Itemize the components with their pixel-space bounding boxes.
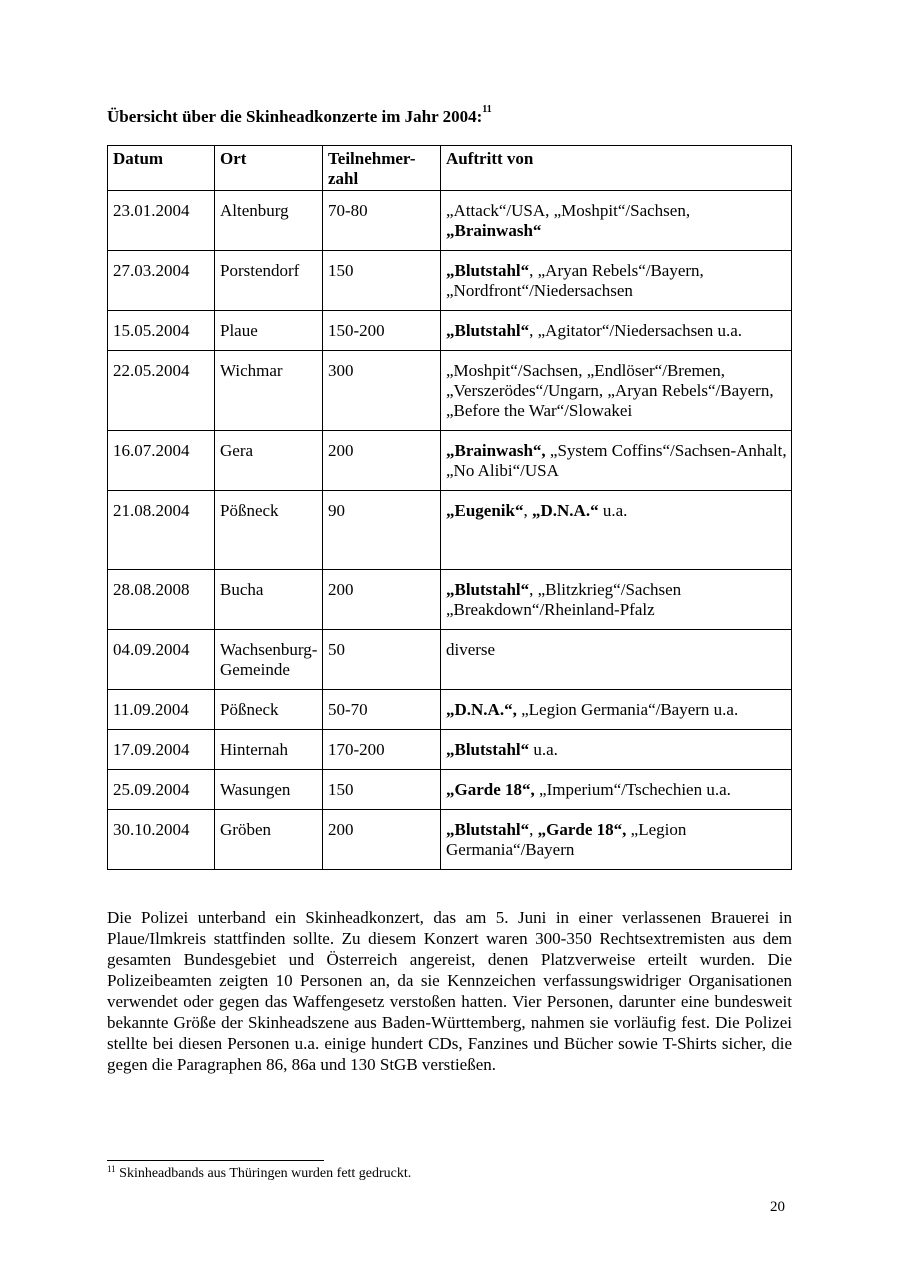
cell-auftritt xyxy=(441,770,792,810)
body-paragraph: Die Polizei unterband ein Skinheadkonzert, das am 5. Juni in einer verlassenen Brauerei in Plaue/Ilmkreis stattfinden sollte. Zu diesem Konzert waren 300-350 Rechtsextremisten aus dem gesamten Bundesgebiet und Österreich angereist, denen Platzverweise erteilt wurden. Die Polizeibeamten zeigten 10 Personen an, da sie Kennzeichen verfassungswidriger Organisationen verwendet oder gegen das Waffengesetz verstoßen hatten. Vier Personen, darunter eine bundesweit bekannte Größe der Skinheadszene aus Baden-Württemberg, nahmen sie vorläufig fest. Die Polizei stellte bei diesen Personen u.a. einige hundert CDs, Fanzines und Bücher sowie T-Shirts sicher, die gegen die Paragraphen 86, 86a und 130 StGB verstießen. xyxy=(107,908,792,1074)
cell-datum: 28.08.2008 xyxy=(108,570,215,630)
table-row xyxy=(108,810,792,870)
band-text: , „Blitzkrieg“/Sachsen „Breakdown“/Rheinland-Pfalz xyxy=(446,580,682,619)
cell-ort: Porstendorf xyxy=(215,251,323,311)
cell-datum: 23.01.2004 xyxy=(108,191,215,251)
cell-teilnehmerzahl: 200 xyxy=(323,431,441,491)
band-text: , xyxy=(523,501,532,520)
heading-text: Übersicht über die Skinheadkonzerte im Jahr 2004: xyxy=(107,107,483,126)
cell-datum: 04.09.2004 xyxy=(108,630,215,690)
cell-ort: Altenburg xyxy=(215,191,323,251)
cell-auftritt xyxy=(441,351,792,431)
table-row xyxy=(108,351,792,431)
cell-teilnehmerzahl: 200 xyxy=(323,570,441,630)
cell-datum: 21.08.2004 xyxy=(108,491,215,570)
cell-datum: 15.05.2004 xyxy=(108,311,215,351)
footnote-divider xyxy=(107,1160,324,1161)
table-header-row xyxy=(108,146,792,191)
band-text: , xyxy=(529,820,538,839)
cell-teilnehmerzahl: 70-80 xyxy=(323,191,441,251)
cell-teilnehmerzahl: 50 xyxy=(323,630,441,690)
page-number: 20 xyxy=(770,1199,785,1215)
cell-teilnehmerzahl: 150-200 xyxy=(323,311,441,351)
band-thueringen: „Garde 18“, xyxy=(537,820,627,839)
table-row xyxy=(108,570,792,630)
table-row xyxy=(108,311,792,351)
table-row xyxy=(108,690,792,730)
cell-datum: 27.03.2004 xyxy=(108,251,215,311)
cell-ort: Plaue xyxy=(215,311,323,351)
band-thueringen: „D.N.A.“ xyxy=(531,501,599,520)
band-thueringen: „D.N.A.“, xyxy=(446,700,517,719)
table-row xyxy=(108,251,792,311)
band-thueringen: „Blutstahl“ xyxy=(446,261,530,280)
table-row xyxy=(108,491,792,570)
cell-ort: Bucha xyxy=(215,570,323,630)
table-row xyxy=(108,191,792,251)
cell-ort: Pößneck xyxy=(215,491,323,570)
cell-datum: 11.09.2004 xyxy=(108,690,215,730)
cell-auftritt xyxy=(441,810,792,870)
band-text: diverse xyxy=(446,640,496,659)
cell-auftritt xyxy=(441,431,792,491)
cell-teilnehmerzahl: 90 xyxy=(323,491,441,570)
table-row xyxy=(108,431,792,491)
footnote-text: Skinheadbands aus Thüringen wurden fett gedruckt. xyxy=(119,1166,412,1181)
band-text: „Legion Germania“/Bayern u.a. xyxy=(516,700,739,719)
cell-auftritt xyxy=(441,251,792,311)
cell-ort: Gera xyxy=(215,431,323,491)
cell-teilnehmerzahl: 150 xyxy=(323,251,441,311)
table-row xyxy=(108,630,792,690)
header-teilnehmerzahl: Teilnehmer-zahl xyxy=(323,146,441,191)
cell-datum: 25.09.2004 xyxy=(108,770,215,810)
footnote-reference: 11 xyxy=(482,104,492,115)
cell-auftritt xyxy=(441,730,792,770)
cell-teilnehmerzahl: 50-70 xyxy=(323,690,441,730)
table-body xyxy=(108,191,792,870)
cell-datum: 17.09.2004 xyxy=(108,730,215,770)
band-thueringen: „Eugenik“ xyxy=(446,501,524,520)
band-thueringen: „Blutstahl“ xyxy=(446,321,530,340)
header-auftritt: Auftritt von xyxy=(441,146,792,191)
cell-ort: Wasungen xyxy=(215,770,323,810)
cell-datum: 22.05.2004 xyxy=(108,351,215,431)
cell-teilnehmerzahl: 150 xyxy=(323,770,441,810)
cell-datum: 16.07.2004 xyxy=(108,431,215,491)
cell-teilnehmerzahl: 300 xyxy=(323,351,441,431)
footnote-number: 11 xyxy=(107,1164,116,1174)
cell-ort: Hinternah xyxy=(215,730,323,770)
page-heading xyxy=(107,104,492,127)
cell-teilnehmerzahl: 170-200 xyxy=(323,730,441,770)
cell-auftritt xyxy=(441,690,792,730)
cell-auftritt xyxy=(441,311,792,351)
band-thueringen: „Blutstahl“ xyxy=(446,740,530,759)
cell-datum: 30.10.2004 xyxy=(108,810,215,870)
concert-table xyxy=(107,145,792,870)
header-ort: Ort xyxy=(215,146,323,191)
band-text: , „Aryan Rebels“/Bayern, „Nordfront“/Niedersachsen xyxy=(446,261,704,300)
band-text: , „Agitator“/Niedersachsen u.a. xyxy=(529,321,743,340)
band-thueringen: „Brainwash“ xyxy=(446,221,542,240)
band-text: „Attack“/USA, „Moshpit“/Sachsen, xyxy=(446,201,691,220)
band-text: u.a. xyxy=(598,501,628,520)
table-row xyxy=(108,730,792,770)
band-thueringen: „Brainwash“, xyxy=(446,441,546,460)
cell-auftritt xyxy=(441,570,792,630)
footnote xyxy=(107,1166,411,1182)
cell-ort: Gröben xyxy=(215,810,323,870)
band-text: „Legion Germania“/Bayern xyxy=(446,820,687,859)
band-text: u.a. xyxy=(529,740,558,759)
cell-auftritt xyxy=(441,491,792,570)
band-thueringen: „Blutstahl“ xyxy=(446,820,530,839)
cell-ort: Pößneck xyxy=(215,690,323,730)
cell-ort: Wichmar xyxy=(215,351,323,431)
table-row xyxy=(108,770,792,810)
cell-auftritt xyxy=(441,630,792,690)
band-thueringen: „Garde 18“, xyxy=(446,780,535,799)
band-text: „Imperium“/Tschechien u.a. xyxy=(534,780,731,799)
band-text: „System Coffins“/Sachsen-Anhalt, „No Alibi“/USA xyxy=(446,441,787,480)
cell-auftritt xyxy=(441,191,792,251)
band-text: „Moshpit“/Sachsen, „Endlöser“/Bremen, „Verszerödes“/Ungarn, „Aryan Rebels“/Bayern, „Before the War“/Slowakei xyxy=(446,361,774,420)
cell-teilnehmerzahl: 200 xyxy=(323,810,441,870)
cell-ort: Wachsenburg-Gemeinde xyxy=(215,630,323,690)
band-thueringen: „Blutstahl“ xyxy=(446,580,530,599)
header-datum: Datum xyxy=(108,146,215,191)
